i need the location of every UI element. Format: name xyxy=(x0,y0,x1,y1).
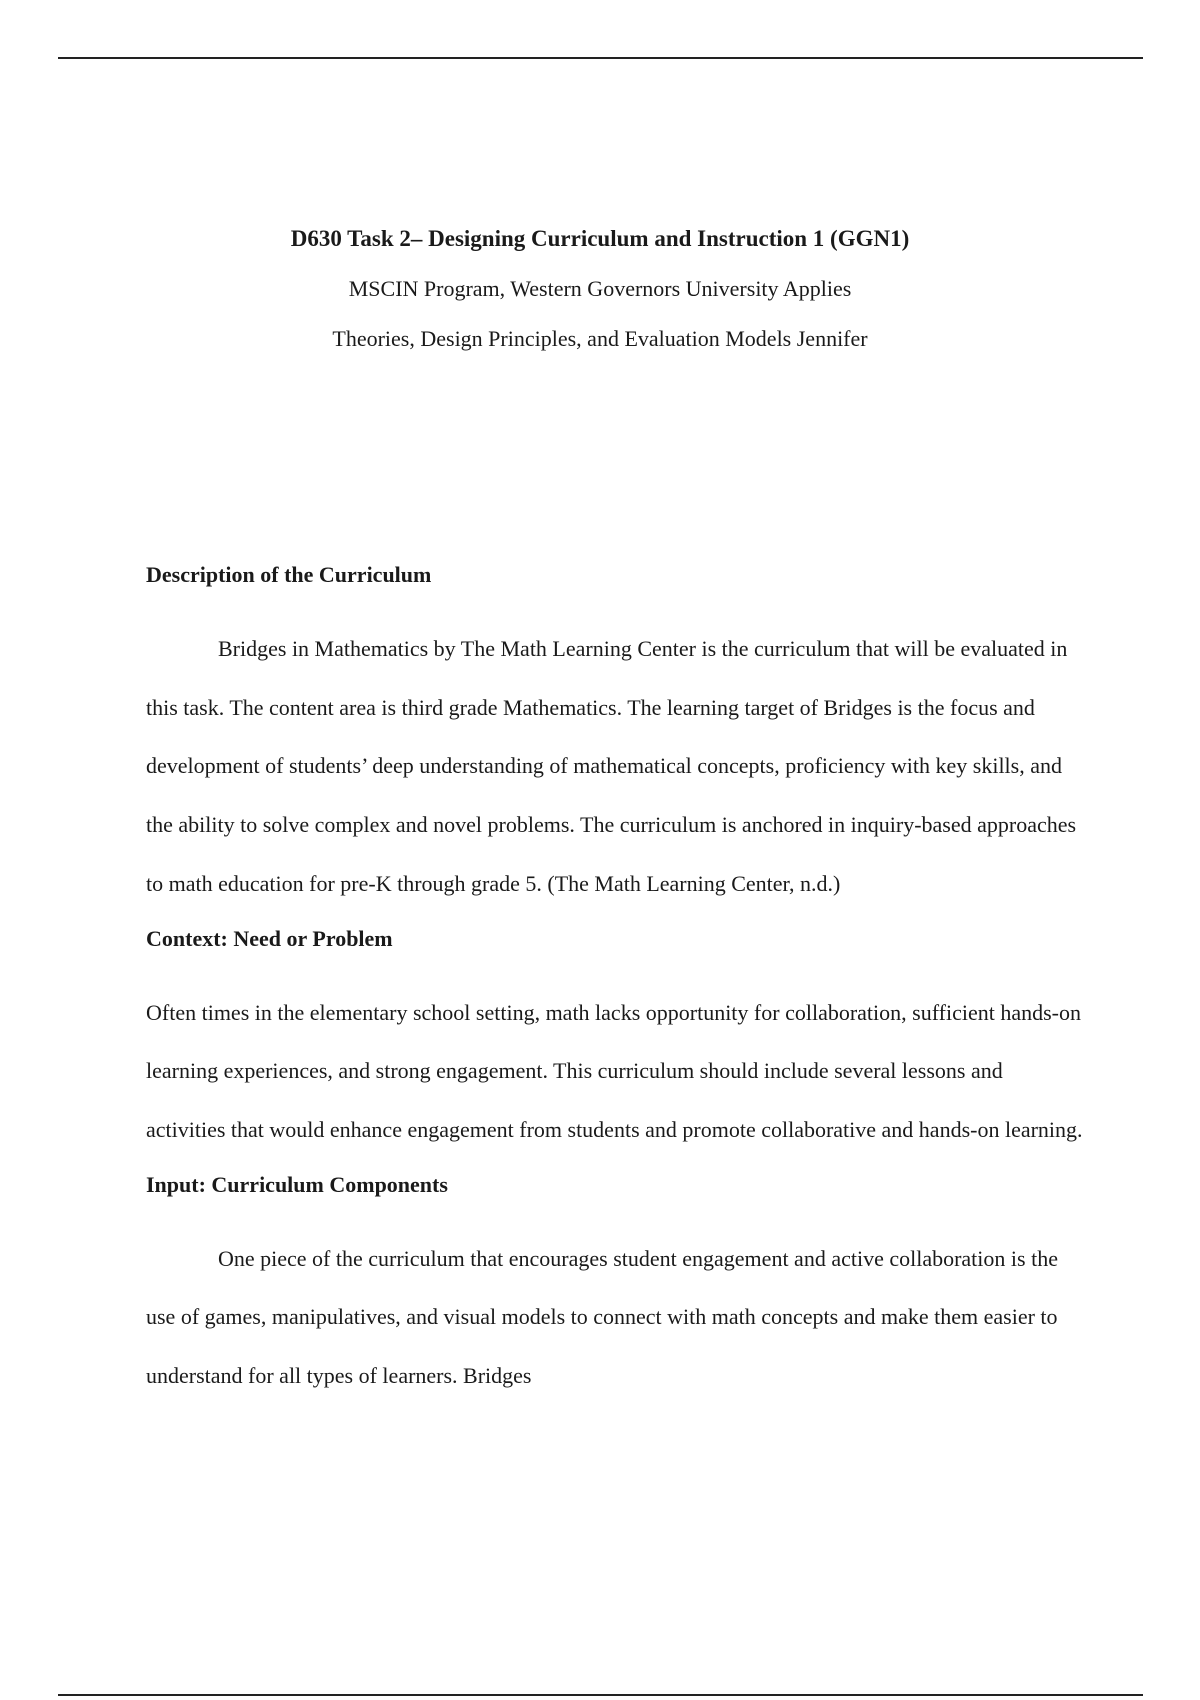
footer-rule xyxy=(58,1694,1143,1696)
section-paragraph-context: Often times in the elementary school setting, math lacks opportunity for collaboration, sufficient hands-on learning experiences, and strong engagement. This curriculum should include several lessons and activities that would enhance engagement from students and promote collaborative and hands-on learning. xyxy=(146,999,1083,1142)
title-block xyxy=(0,222,1200,356)
section-paragraph-input: One piece of the curriculum that encourages student engagement and active collaboration is the use of games, manipulatives, and visual models to connect with math concepts and make them easier to understand for all types of learners. Bridges xyxy=(146,1245,1058,1389)
header-rule xyxy=(58,57,1143,59)
document-body xyxy=(146,560,1086,1406)
section-heading-context: Context: Need or Problem xyxy=(146,925,393,951)
document-subtitle-line-1: MSCIN Program, Western Governors University Applies xyxy=(348,276,852,301)
document-subtitle-line-2: Theories, Design Principles, and Evaluation Models Jennifer xyxy=(332,326,868,351)
section-paragraph-description: Bridges in Mathematics by The Math Learning Center is the curriculum that will be evaluated in this task. The content area is third grade Mathematics. The learning target of Bridges is the focus and development of students’ deep understanding of mathematical concepts, proficiency with key skills, and the ability to solve complex and novel problems. The curriculum is anchored in inquiry-based approaches to math education for pre-K through grade 5. (The Math Learning Center, n.d.) xyxy=(146,636,1077,896)
document-title: D630 Task 2– Designing Curriculum and Instruction 1 (GGN1) xyxy=(290,226,910,251)
section-heading-input: Input: Curriculum Components xyxy=(146,1171,448,1197)
section-heading-description: Description of the Curriculum xyxy=(146,562,432,587)
